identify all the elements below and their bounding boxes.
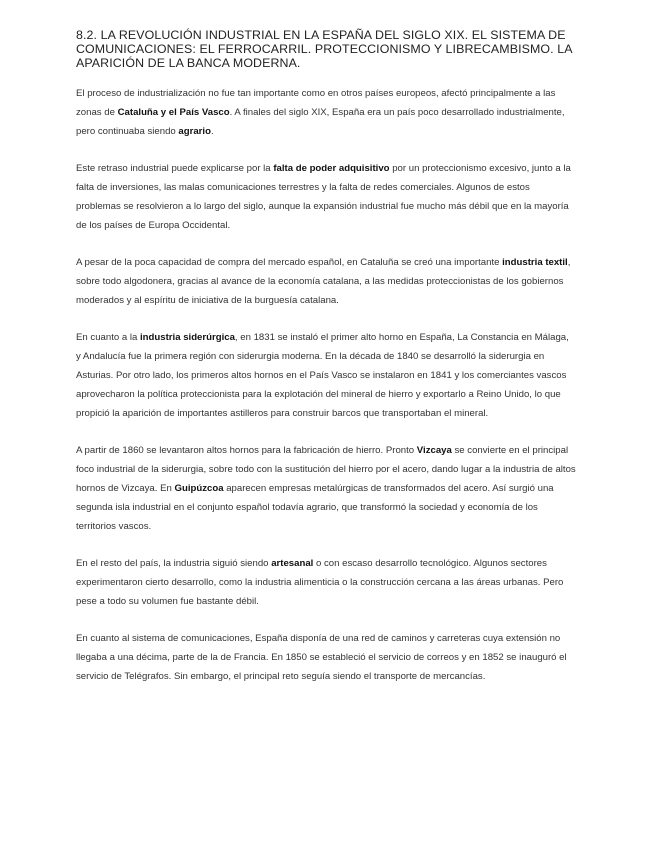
bold-term: Vizcaya <box>416 445 452 456</box>
paragraph-text: o con escaso desarrollo tecnológico. Algunos sectores experimentaron cierto desarrollo, como la industria alimenticia o la construcción cercana a las áreas urbanas. Pero pese a todo su volumen fue bastante débil. <box>76 558 564 607</box>
paragraph-text: , en 1831 se instaló el primer alto horno en España, La Constancia en Málaga, y Andalucía fue la primera región con siderurgia moderna. En la década de 1840 se desarrolló la siderurgia en Asturias. Por otro lado, los primeros altos hornos en el País Vasco se instalaron en 1841 y los comerciantes vascos aprovecharon la política proteccionista para la explotación del mineral de hierro y exportarlo a Reino Unido, lo que propició la aparición de importantes astilleros para construir barcos que transportaban el mineral. <box>76 332 569 419</box>
paragraph-text: por un proteccionismo excesivo, junto a la falta de inversiones, las malas comunicaciones terrestres y la falta de redes comerciales. Algunos de estos problemas se resolvieron a lo largo del siglo, aunque la expansión industrial fue mucho más débil que en la mayoría de los países de Europa Occidental. <box>76 163 571 231</box>
bold-term: Guipúzcoa <box>174 483 224 494</box>
paragraph-text: En el resto del país, la industria siguió siendo <box>76 558 272 569</box>
paragraph-5 <box>76 441 576 536</box>
paragraph-6 <box>76 554 576 611</box>
paragraph-2 <box>76 159 576 235</box>
paragraph-text: se convierte en el principal foco industrial de la siderurgia, sobre todo con la sustitución del hierro por el acero, dando lugar a la industria de altos hornos de Vizcaya. En <box>76 445 576 494</box>
paragraph-text: Este retraso industrial puede explicarse por la <box>76 163 274 174</box>
paragraph-text: . A finales del siglo XIX, España era un país poco desarrollado industrialmente, pero continuaba siendo <box>76 107 565 137</box>
paragraph-7 <box>76 629 576 686</box>
bold-term: Cataluña y el País Vasco <box>117 107 230 118</box>
paragraph-text: El proceso de industrialización no fue tan importante como en otros países europeos, afectó principalmente a las zonas de <box>76 88 556 118</box>
bold-term: industria siderúrgica <box>140 332 235 343</box>
bold-term: industria textil <box>502 257 568 268</box>
paragraph-3 <box>76 253 576 310</box>
paragraph-text: , sobre todo algodonera, gracias al avance de la economía catalana, a las medidas proteccionistas de los gobiernos moderados y al espíritu de iniciativa de la burguesía catalana. <box>76 257 571 306</box>
paragraph-text: . <box>210 126 214 137</box>
paragraph-4 <box>76 328 576 423</box>
bold-term: falta de poder adquisitivo <box>273 163 390 174</box>
document-title: 8.2. LA REVOLUCIÓN INDUSTRIAL EN LA ESPAÑA DEL SIGLO XIX. EL SISTEMA DE COMUNICACIONES: EL FERROCARRIL. PROTECCIONISMO Y LIBRECAMBISMO. LA APARICIÓN DE LA BANCA MODERNA. <box>76 28 572 70</box>
document-page <box>76 28 576 704</box>
paragraph-text: En cuanto a la <box>76 332 141 343</box>
bold-term: artesanal <box>271 558 314 569</box>
paragraph-text: aparecen empresas metalúrgicas de transformados del acero. Así surgió una segunda isla industrial en el conjunto español todavía agrario, que transformó la sociedad y economía de los territorios vascos. <box>76 483 554 532</box>
bold-term: agrario <box>178 126 211 137</box>
paragraph-text: En cuanto al sistema de comunicaciones, España disponía de una red de caminos y carreteras cuya extensión no llegaba a una décima, parte de la de Francia. En 1850 se estableció el servicio de correos y en 1852 se inauguró el servicio de Telégrafos. Sin embargo, el principal reto seguía siendo el transporte de mercancías. <box>76 633 567 682</box>
paragraph-text: A partir de 1860 se levantaron altos hornos para la fabricación de hierro. Pronto <box>76 445 417 456</box>
paragraph-1 <box>76 84 576 141</box>
paragraph-text: A pesar de la poca capacidad de compra del mercado español, en Cataluña se creó una importante <box>76 257 503 268</box>
